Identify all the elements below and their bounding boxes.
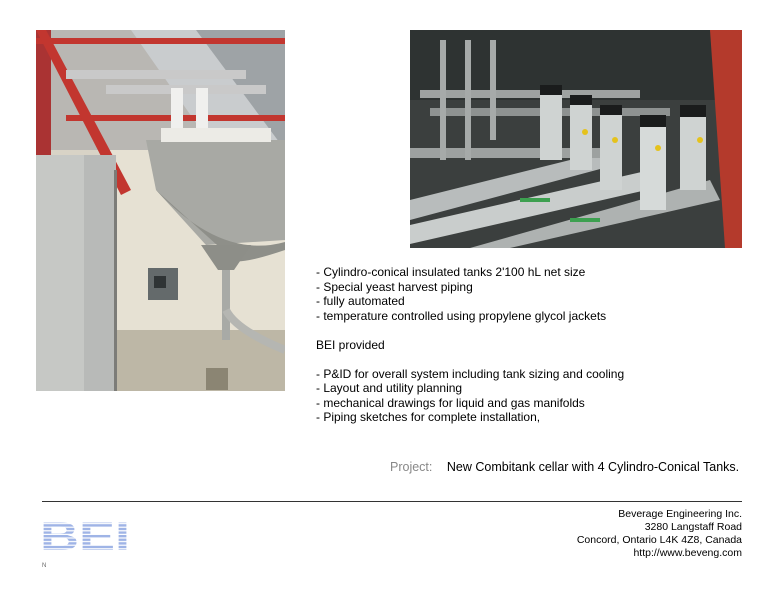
bullet-line: - Special yeast harvest piping	[316, 279, 473, 294]
company-name: Beverage Engineering Inc.	[618, 508, 742, 520]
company-url[interactable]: http://www.beveng.com	[633, 547, 742, 559]
bullet-line: - Cylindro-conical insulated tanks 2'100 hL net size	[316, 265, 586, 279]
project-value: New Combitank cellar with 4 Cylindro-Conical Tanks.	[446, 460, 740, 474]
footer-mark: N	[42, 563, 47, 569]
company-street: 3280 Langstaff Road	[644, 521, 742, 533]
footer-divider	[42, 501, 742, 502]
svg-text:BEI: BEI	[40, 517, 130, 553]
valve-manifold-photo	[410, 30, 742, 248]
bullet-line: - mechanical drawings for liquid and gas manifolds	[316, 395, 585, 410]
project-caption	[390, 460, 739, 474]
bei-logo	[40, 517, 130, 553]
bullet-line: - Piping sketches for complete installation,	[316, 410, 541, 424]
bullet-line: - fully automated	[316, 294, 405, 308]
bullet-line: - temperature controlled using propylene glycol jackets	[316, 308, 607, 323]
provided-heading: BEI provided	[316, 337, 385, 352]
company-address	[577, 508, 742, 560]
bullet-line: - Layout and utility planning	[316, 381, 463, 395]
tank-room-photo	[36, 30, 285, 391]
bullet-line: - P&ID for overall system including tank sizing and cooling	[316, 366, 625, 381]
project-description	[316, 265, 624, 425]
company-city: Concord, Ontario L4K 4Z8, Canada	[576, 534, 742, 546]
project-label: Project:	[390, 460, 433, 474]
